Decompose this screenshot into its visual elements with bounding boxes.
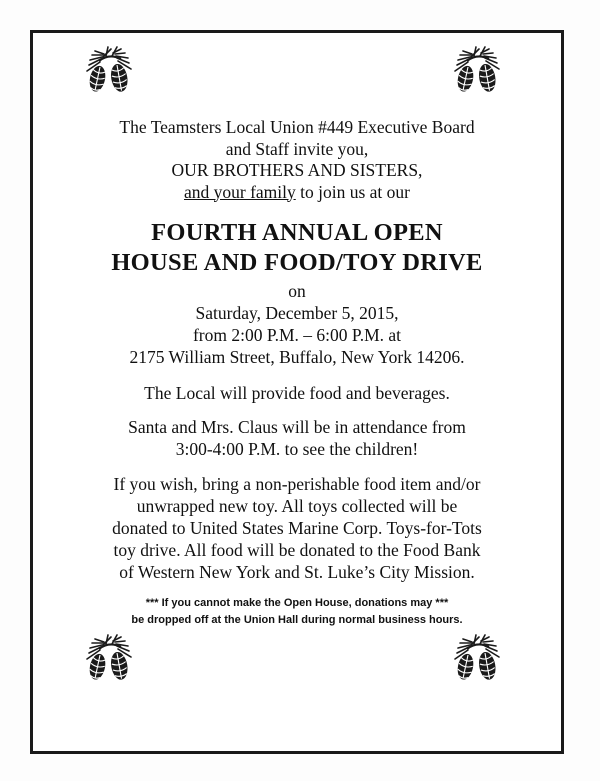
pinecone-icon: [81, 43, 137, 99]
pinecone-icon: [449, 631, 505, 687]
donation-line: donated to United States Marine Corp. Toys-for-Tots: [112, 518, 482, 538]
event-address: 2175 William Street, Buffalo, New York 14206.: [129, 347, 465, 367]
donation-line: unwrapped new toy. All toys collected will be: [136, 496, 458, 516]
food-line: The Local will provide food and beverages.: [144, 383, 450, 403]
on-text: on: [288, 281, 306, 301]
pinecone-icon: [449, 43, 505, 99]
santa-line: Santa and Mrs. Claus will be in attendance from: [128, 417, 466, 437]
event-date: Saturday, December 5, 2015,: [195, 303, 399, 323]
donation-line: If you wish, bring a non-perishable food item and/or: [113, 474, 481, 494]
intro-line: The Teamsters Local Union #449 Executive Board: [119, 117, 475, 137]
intro-line: [33, 182, 561, 204]
note-line: *** If you cannot make the Open House, donations may ***: [145, 597, 449, 609]
event-details: [33, 280, 561, 368]
intro-line: and Staff invite you,: [225, 138, 369, 159]
event-title-line: HOUSE AND FOOD/TOY DRIVE: [111, 249, 483, 276]
invitation-text: [33, 117, 561, 629]
pinecone-icon: [81, 631, 137, 687]
intro-line-rest: to join us at our: [295, 181, 410, 202]
intro-block: [33, 117, 561, 203]
food-paragraph: [33, 382, 561, 404]
event-title-line: FOURTH ANNUAL OPEN: [151, 219, 443, 246]
dropoff-note: [33, 595, 561, 629]
note-line: be dropped off at the Union Hall during normal business hours.: [131, 614, 463, 626]
event-time: from 2:00 P.M. – 6:00 P.M. at: [192, 325, 402, 345]
donation-paragraph: [33, 473, 561, 583]
santa-paragraph: [33, 416, 561, 460]
donation-line: toy drive. All food will be donated to the Food Bank: [113, 540, 481, 560]
flyer-border: [30, 30, 564, 754]
santa-line: 3:00-4:00 P.M. to see the children!: [175, 439, 419, 459]
donation-line: of Western New York and St. Luke’s City Mission.: [119, 562, 475, 582]
event-title: [33, 218, 561, 278]
underlined-text: and your family: [183, 181, 296, 202]
intro-line: OUR BROTHERS AND SISTERS,: [171, 160, 423, 180]
